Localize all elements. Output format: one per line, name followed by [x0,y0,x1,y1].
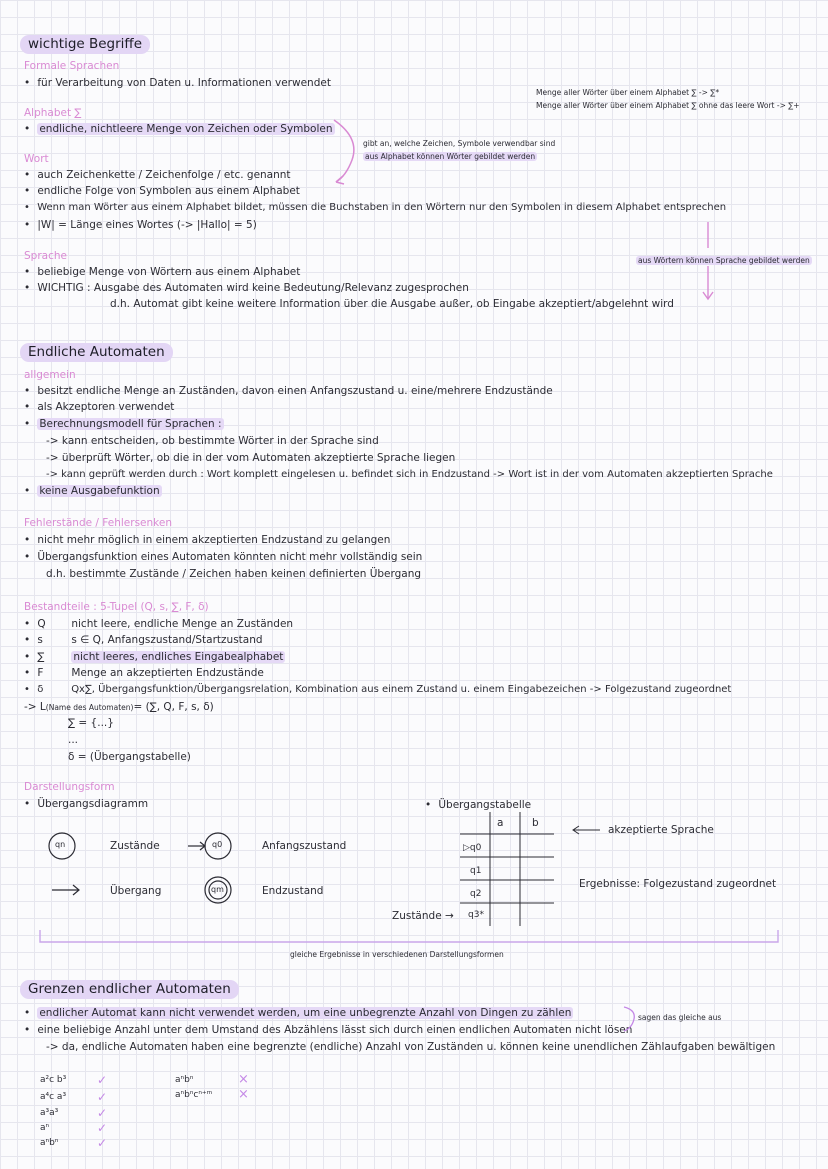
table-row-label: ▷q0 [463,843,482,853]
delta-definition: δ = (Übergangstabelle) [68,751,191,763]
list-item: • beliebige Menge von Wörtern aus einem Alphabet [24,266,301,278]
subheading-sprache: Sprache [24,250,67,262]
note-sigma-plus: Menge aller Wörter über einem Alphabet ∑ ohne das leere Wort -> ∑+ [536,101,800,110]
legend-uebergang: Übergang [110,885,162,897]
list-item-sub: -> kann entscheiden, ob bestimmte Wörter in der Sprache sind [46,435,379,447]
table-header-a: a [497,817,504,829]
legend-endzustand: Endzustand [262,885,324,897]
note-ergebnisse: Ergebnisse: Folgezustand zugeordnet [579,878,777,890]
tuple-row: • s s ∈ Q, Anfangszustand/Startzustand [24,634,263,646]
list-item: • Berechnungsmodell für Sprachen : [24,418,222,430]
list-item: • |W| = Länge eines Wortes (-> |Hallo| = 5) [24,219,257,231]
list-item: • nicht mehr möglich in einem akzeptierten Endzustand zu gelangen [24,534,391,546]
tuple-row: • δ Qx∑, Übergangsfunktion/Übergangsrelation, Kombination aus einem Zustand u. einem Eingabezeichen -> Folgezustand zugeordnet [24,684,732,695]
table-row-label: q2 [470,889,482,899]
list-item-sub: -> da, endliche Automaten haben eine begrenzte (endliche) Anzahl von Zuständen u. können keine unendlichen Zählaufgaben bewältigen [46,1041,776,1053]
check-icon: ✓ [97,1106,108,1120]
note-sagen-gleiche: sagen das gleiche aus [638,1013,722,1022]
subheading-alphabet: Alphabet ∑ [24,107,82,119]
check-icon: ✓ [97,1073,108,1087]
state-q-n: qn [55,840,66,849]
list-item: • WICHTIG : Ausgabe des Automaten wird keine Bedeutung/Relevanz zugesprochen [24,282,469,294]
example-bad: aⁿbⁿ [175,1075,194,1085]
list-item-continuation: d.h. Automat gibt keine weitere Information über die Ausgabe außer, ob Eingabe akzeptiert/abgelehnt wird [110,298,674,310]
list-item: • endlicher Automat kann nicht verwendet werden, um eine unbegrenzte Anzahl von Dingen zu zählen [24,1007,572,1019]
list-item: • endliche, nichtleere Menge von Zeichen oder Symbolen [24,123,333,135]
list-item-sub: -> überprüft Wörter, ob die in der vom Automaten akzeptierte Sprache liegen [46,452,456,464]
state-q-0: q0 [212,840,223,849]
example-ok: a³a³ [40,1108,59,1118]
note-gleiche-ergebnisse: gleiche Ergebnisse in verschiedenen Darstellungsformen [290,950,504,959]
heading-grenzen: Grenzen endlicher Automaten [20,980,239,999]
example-bad: aⁿbⁿcⁿ⁺ᵐ [175,1090,213,1100]
bracket-line [38,930,782,944]
tuple-row: • Q nicht leere, endliche Menge an Zuständen [24,618,294,630]
example-ok: aⁿbⁿ [40,1138,59,1148]
list-item: • endliche Folge von Symbolen aus einem Alphabet [24,185,300,197]
list-item: • keine Ausgabefunktion [24,485,160,497]
list-item: • Übergangsdiagramm [24,798,149,810]
list-item-sub: d.h. bestimmte Zustände / Zeichen haben keinen definierten Übergang [46,568,422,580]
subheading-bestandteile: Bestandteile : 5-Tupel (Q, s, ∑, F, δ) [24,601,209,613]
heading-wichtige-begriffe: wichtige Begriffe [20,35,150,54]
legend-zustaende: Zustände [110,840,160,852]
state-q-m: qm [211,885,224,894]
arrow-left-icon [572,826,602,834]
note-akzeptierte-sprache: akzeptierte Sprache [608,824,714,836]
list-item: • eine beliebige Anzahl unter dem Umstand des Abzählens lässt sich durch einen endlichen Automaten nicht lösen [24,1024,633,1036]
bracket-arrow-icon [330,118,360,188]
legend-anfangszustand: Anfangszustand [262,840,347,852]
table-row-label: q3* [468,910,484,920]
subheading-wort: Wort [24,153,49,165]
subheading-allgemein: allgemein [24,369,76,381]
brace-icon [622,1006,638,1032]
check-icon: ✓ [97,1136,108,1150]
table-row-label: q1 [470,866,482,876]
subheading-fehlerstaende: Fehlerstände / Fehlersenken [24,517,172,529]
list-item: • Übergangsfunktion eines Automaten könnten nicht mehr vollständig sein [24,551,423,563]
note-sprache-gebildet: aus Wörtern können Sprache gebildet werden [638,256,810,265]
list-item: • als Akzeptoren verwendet [24,401,175,413]
language-definition: -> L(Name des Automaten)= (∑, Q, F, s, δ) [24,701,214,713]
cross-icon: × [238,1087,249,1102]
list-item: • besitzt endliche Menge an Zuständen, davon einen Anfangszustand u. eine/mehrere Endzustände [24,385,553,397]
list-item: • Übergangstabelle [425,799,532,811]
example-ok: a⁴c a³ [40,1092,67,1102]
cross-icon: × [238,1072,249,1087]
ellipsis: ... [68,734,79,746]
subheading-formale-sprachen: Formale Sprachen [24,60,120,72]
sigma-definition: ∑ = {...} [68,717,114,729]
list-item: • auch Zeichenkette / Zeichenfolge / etc. genannt [24,169,291,181]
list-item-sub: -> kann geprüft werden durch : Wort komplett eingelesen u. befindet sich in Endzustand -> Wort ist in der vom Automaten akzeptierten Sprache [46,469,773,480]
note-aus-alphabet: aus Alphabet können Wörter gebildet werden [365,152,536,161]
tuple-row: • ∑ nicht leeres, endliches Eingabealphabet [24,651,284,663]
heading-endliche-automaten: Endliche Automaten [20,343,173,362]
table-header-b: b [532,817,539,829]
check-icon: ✓ [97,1121,108,1135]
example-ok: a²c b³ [40,1075,67,1085]
list-item: • Wenn man Wörter aus einem Alphabet bildet, müssen die Buchstaben in den Wörtern nur den Symbolen in diesem Alphabet entsprechen [24,202,727,213]
check-icon: ✓ [97,1090,108,1104]
subheading-darstellungsform: Darstellungsform [24,781,115,793]
list-item: • für Verarbeitung von Daten u. Informationen verwendet [24,77,331,89]
note-zustaende: Zustände → [392,910,454,922]
example-ok: aⁿ [40,1123,50,1133]
tuple-row: • F Menge an akzeptierten Endzustände [24,667,264,679]
note-gibt-an: gibt an, welche Zeichen, Symbole verwendbar sind [363,139,556,148]
note-sigma-star: Menge aller Wörter über einem Alphabet ∑ -> ∑* [536,88,720,97]
